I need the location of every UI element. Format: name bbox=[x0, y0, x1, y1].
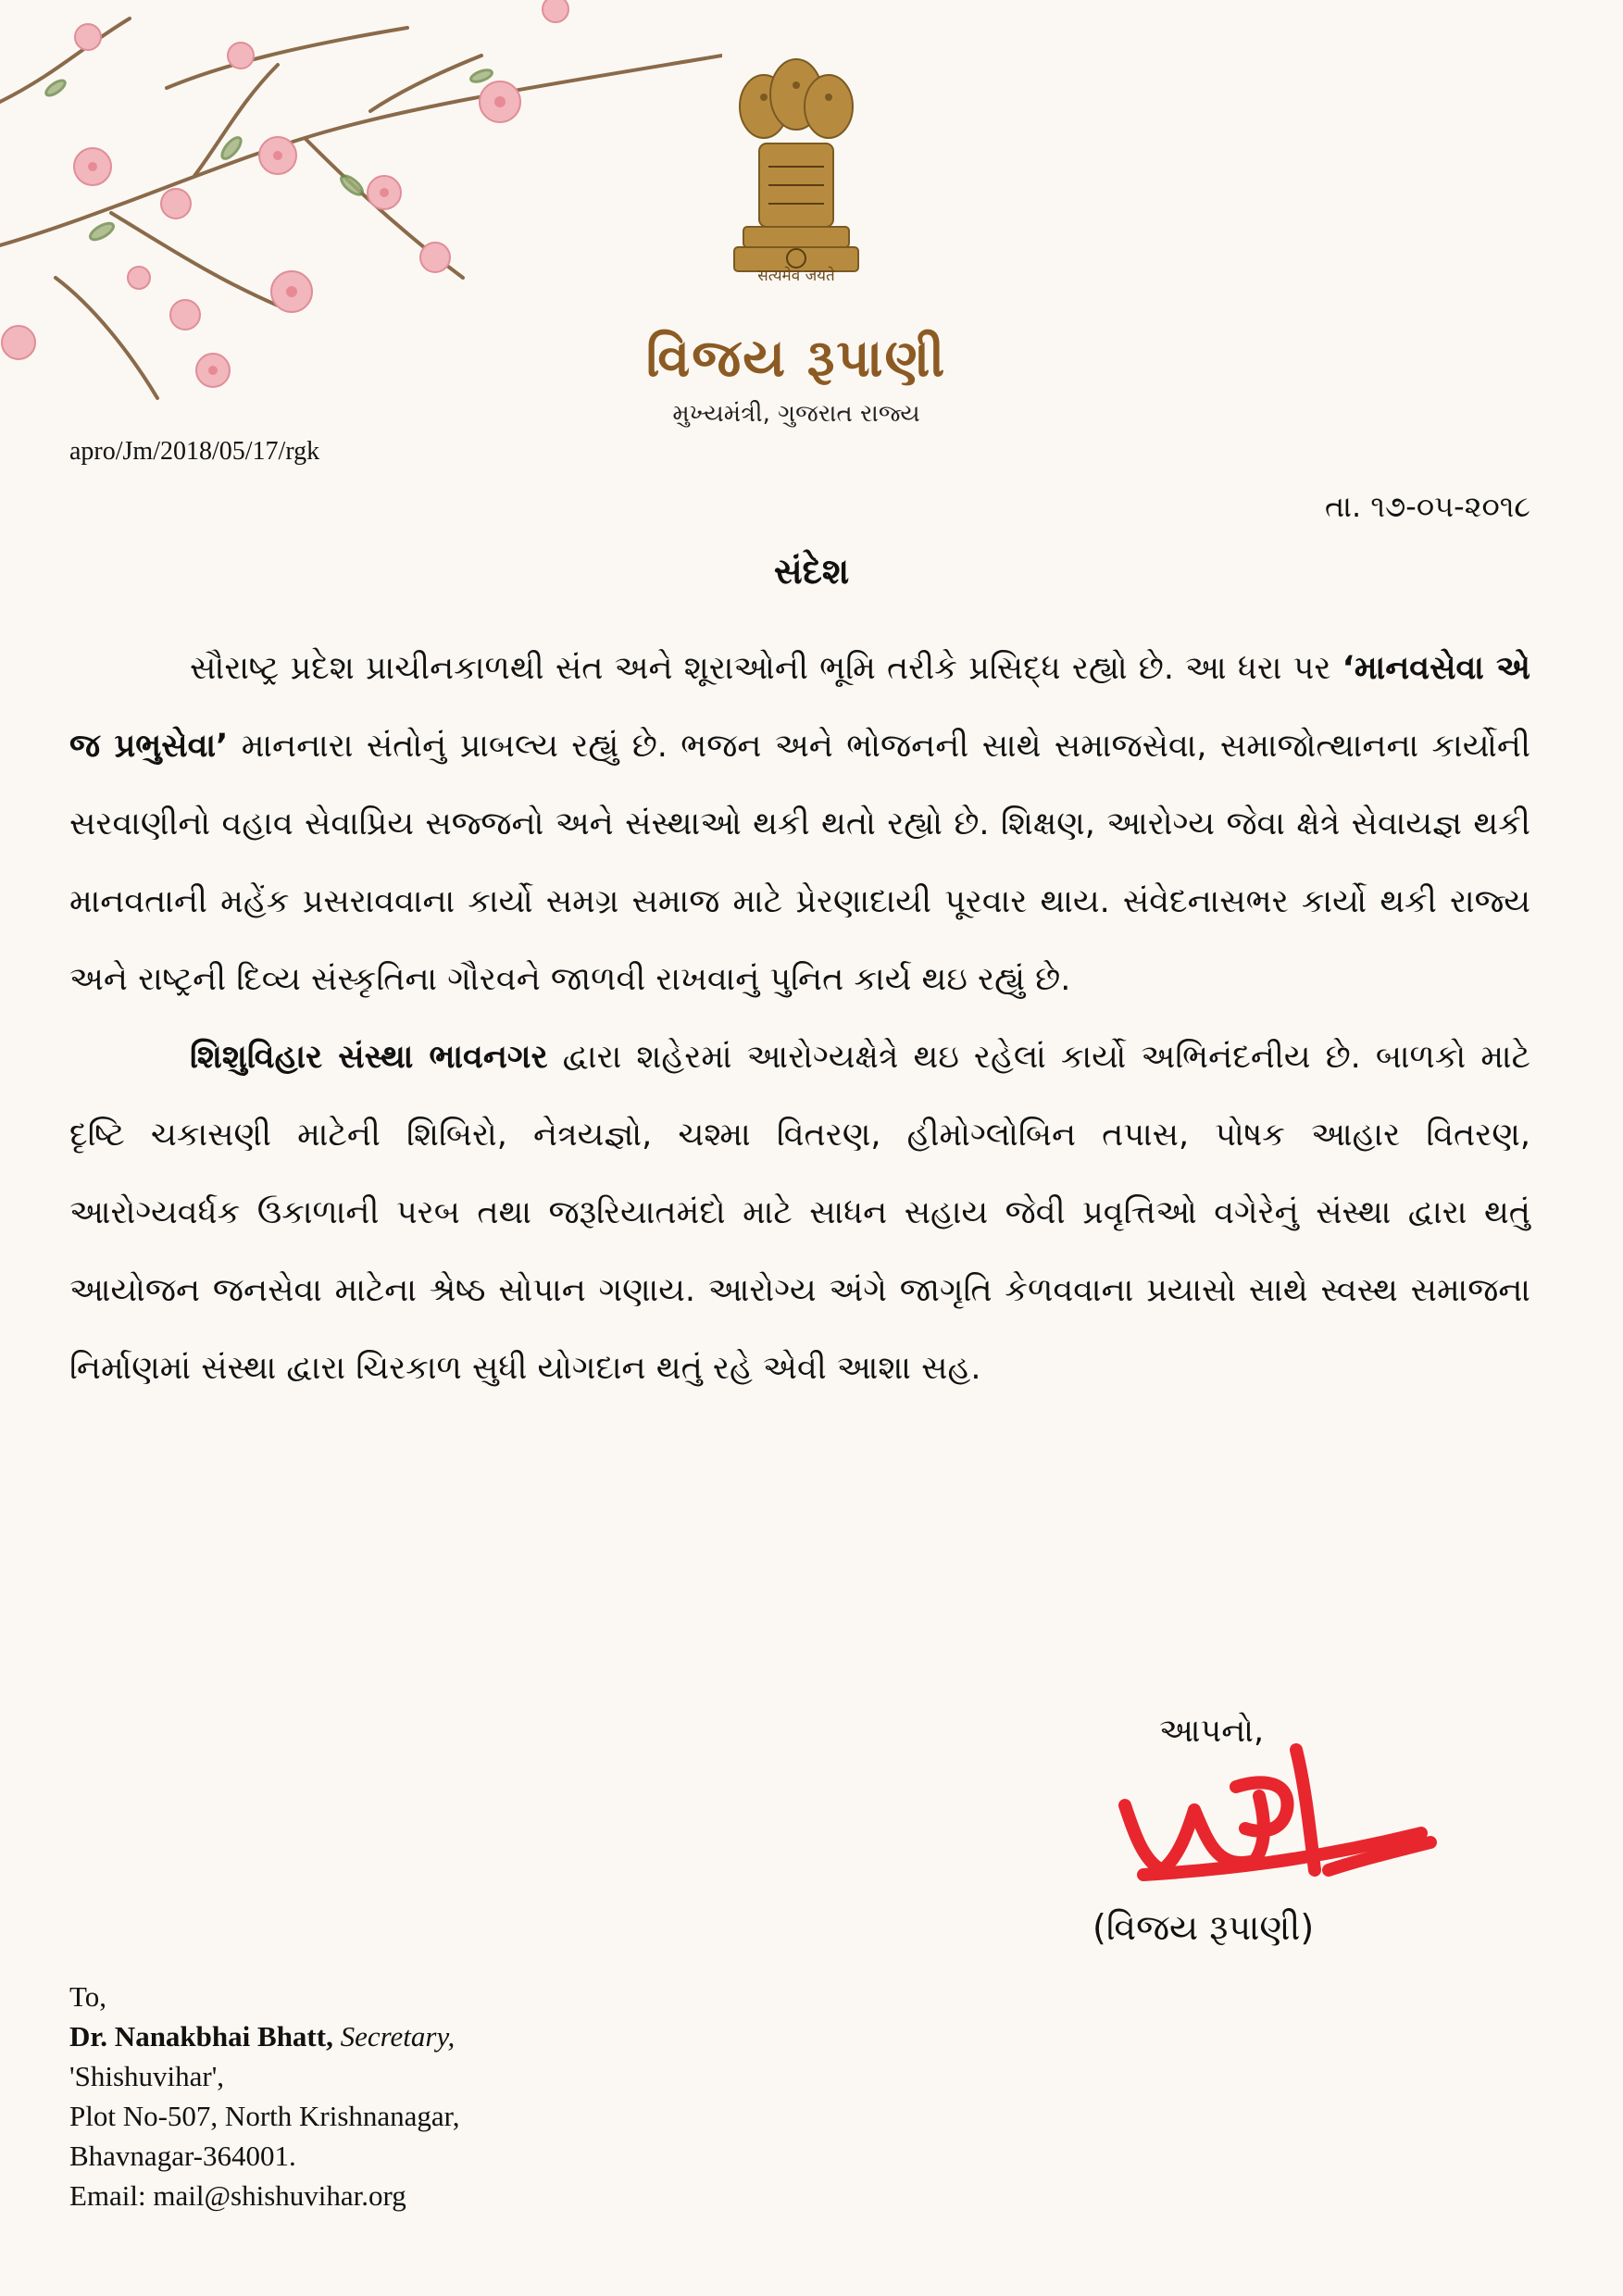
recipient-role: Secretary, bbox=[340, 2020, 456, 2053]
address-to: To, bbox=[69, 1980, 107, 2013]
paragraph-1 bbox=[69, 630, 1530, 1018]
letter-date: તા. ૧૭-૦૫-૨૦૧૮ bbox=[1324, 489, 1530, 524]
letter-body bbox=[69, 630, 1530, 1407]
recipient-city: Bhavnagar-364001. bbox=[69, 2140, 296, 2172]
paragraph-1-highlight: ‘માનવસેવા એ જ પ્રભુસેવા’ bbox=[69, 650, 1530, 765]
paragraph-2-text: દ્વારા શહેરમાં આરોગ્યક્ષેત્રે થઇ રહેલાં કાર્યો અભિનંદનીય છે. બાળકો માટે દૃષ્ટિ ચકાસણી માટેની શિબિરો, નેત્રયજ્ઞો, ચશ્મા વિતરણ, હીમોગ્લોબિન તપાસ, પોષક આહાર વિતરણ, આરોગ્યવર્ધક ઉકાળાની પરબ તથા જરૂરિયાતમંદો માટે સાધન સહાય જેવી પ્રવૃત્તિઓ વગેરેનું સંસ્થા દ્વારા થતું આયોજન જનસેવા માટેના શ્રેષ્ઠ સોપાન ગણાય. આરોગ્ય અંગે જાગૃતિ કેળવવાના પ્રયાસો સાથે સ્વસ્થ સમાજના નિર્માણમાં સંસ્થા દ્વારા ચિરકાળ સુધી યોગદાન થતું રહે એવી આશા સહ. bbox=[69, 1039, 1531, 1387]
recipient-street: Plot No-507, North Krishnanagar, bbox=[69, 2100, 460, 2132]
sender-title: મુખ્યમંત્રી, ગુજરાત રાજ્ય bbox=[672, 400, 920, 428]
paragraph-2-highlight: શિશુવિહાર સંસ્થા ભાવનગર bbox=[190, 1039, 548, 1076]
letter-heading: સંદેશ bbox=[773, 551, 850, 592]
recipient-organization: 'Shishuvihar', bbox=[69, 2060, 225, 2092]
paragraph-1-text-b: માનનારા સંતોનું પ્રાબલ્ય રહ્યું છે. ભજન અને ભોજનની સાથે સમાજસેવા, સમાજોત્થાનના કાર્યોની સરવાણીનો વહાવ સેવાપ્રિય સજ્જનો અને સંસ્થાઓ થકી થતો રહ્યો છે. શિક્ષણ, આરોગ્ય જેવા ક્ષેત્રે સેવાયજ્ઞ થકી માનવતાની મહેંક પ્રસરાવવાના કાર્યો સમગ્ર સમાજ માટે પ્રેરણાદાયી પૂરવાર થાય. સંવેદનાસભર કાર્યો થકી રાજ્ય અને રાષ્ટ્રની દિવ્ય સંસ્કૃતિના ગૌરવને જાળવી રાખવાનું પુનિત કાર્ય થઇ રહ્યું છે. bbox=[69, 728, 1530, 998]
recipient-address bbox=[69, 1977, 460, 2215]
address-name-line bbox=[69, 2016, 460, 2056]
reference-number: apro/Jm/2018/05/17/rgk bbox=[69, 437, 320, 466]
emblem-motto: सत्यमेव जयते bbox=[757, 267, 835, 285]
closing-salutation: આપનો, bbox=[1159, 1713, 1265, 1750]
recipient-email: Email: mail@shishuvihar.org bbox=[69, 2179, 406, 2212]
paragraph-2 bbox=[69, 1018, 1530, 1407]
signatory-name: (વિજય રૂપાણી) bbox=[1092, 1907, 1315, 1948]
recipient-name: Dr. Nanakbhai Bhatt, bbox=[69, 2020, 333, 2053]
paragraph-1-text-a: સૌરાષ્ટ્ર પ્રદેશ પ્રાચીનકાળથી સંત અને શૂરાઓની ભૂમિ તરીકે પ્રસિદ્ધ રહ્યો છે. આ ધરા પર bbox=[190, 650, 1342, 687]
handwritten-signature bbox=[1106, 1731, 1440, 1898]
state-emblem-icon bbox=[727, 56, 866, 296]
sender-name: વિજય રૂપાણી bbox=[645, 329, 947, 389]
